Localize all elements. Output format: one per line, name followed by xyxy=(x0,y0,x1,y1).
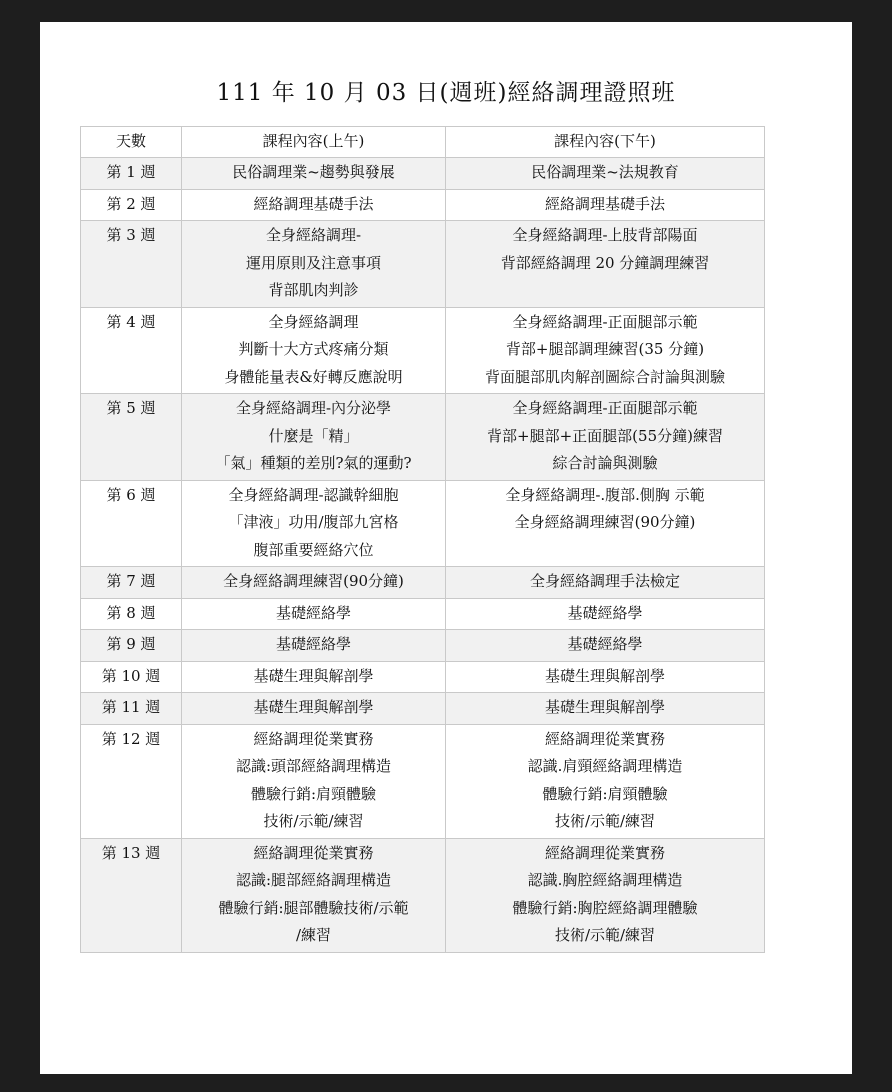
cell-line: 第 13 週 xyxy=(101,843,161,862)
cell-line: 技術/示範/練習 xyxy=(554,926,656,944)
morning-cell xyxy=(182,598,446,630)
table-row xyxy=(81,630,765,662)
cell-line: 全身經絡調理手法檢定 xyxy=(529,572,680,590)
day-cell xyxy=(81,661,182,693)
cell-line: 基礎生理與解剖學 xyxy=(544,666,665,685)
cell-line: 體驗行銷:肩頸體驗 xyxy=(542,784,668,803)
day-cell xyxy=(81,307,182,394)
cell-line: 基礎生理與解剖學 xyxy=(544,698,665,716)
day-cell xyxy=(81,838,182,952)
page-title: 111 年 10 月 03 日(週班)經絡調理證照班 xyxy=(216,80,676,106)
afternoon-cell xyxy=(446,567,765,599)
cell-line: 背部經絡調理 20 分鐘調理練習 xyxy=(500,253,710,272)
afternoon-cell xyxy=(446,598,765,630)
morning-cell xyxy=(182,221,446,308)
afternoon-cell xyxy=(446,661,765,693)
cell-line: 認識.肩頸經絡調理構造 xyxy=(527,757,683,775)
table-row xyxy=(81,661,765,693)
table-row xyxy=(81,480,765,567)
cell-line: 第 12 週 xyxy=(101,729,161,748)
cell-line: 技術/示範/練習 xyxy=(554,812,656,830)
table-header-row xyxy=(81,127,765,158)
afternoon-cell xyxy=(446,693,765,725)
afternoon-cell xyxy=(446,394,765,481)
table-row xyxy=(81,158,765,190)
cell-line: 全身經絡調理-.腹部.側胸 示範 xyxy=(505,485,705,504)
cell-line: 全身經絡調理-認識幹細胞 xyxy=(228,485,399,504)
afternoon-cell xyxy=(446,838,765,952)
day-cell xyxy=(81,598,182,630)
table-row xyxy=(81,221,765,308)
cell-line: 基礎生理與解剖學 xyxy=(253,698,374,716)
morning-cell xyxy=(182,724,446,838)
morning-cell xyxy=(182,630,446,662)
cell-line: 第 11 週 xyxy=(101,698,161,716)
morning-cell xyxy=(182,394,446,481)
cell-line: 第 5 週 xyxy=(106,399,156,417)
cell-line: 第 3 週 xyxy=(106,226,156,244)
cell-line: 第 6 週 xyxy=(106,485,156,504)
cell-line: 認識:頭部經絡調理構造 xyxy=(235,757,392,775)
cell-line: 體驗行銷:腿部體驗技術/示範 xyxy=(218,898,409,917)
table-row xyxy=(81,724,765,838)
cell-line: 全身經絡調理練習(90分鐘) xyxy=(223,572,404,590)
day-cell xyxy=(81,693,182,725)
day-cell xyxy=(81,221,182,308)
morning-cell xyxy=(182,693,446,725)
cell-line: 第 10 週 xyxy=(101,666,161,685)
afternoon-cell xyxy=(446,221,765,308)
schedule-table xyxy=(80,126,765,953)
morning-cell xyxy=(182,189,446,221)
cell-line: 全身經絡調理-正面腿部示範 xyxy=(512,312,698,331)
afternoon-cell xyxy=(446,630,765,662)
cell-line: 身體能量表&好轉反應說明 xyxy=(224,367,403,386)
morning-cell xyxy=(182,838,446,952)
table-body xyxy=(81,158,765,953)
cell-line: 體驗行銷:胸腔經絡調理體驗 xyxy=(512,898,698,917)
afternoon-cell xyxy=(446,724,765,838)
cell-line: 民俗調理業~趨勢與發展 xyxy=(232,163,395,181)
table-row xyxy=(81,598,765,630)
header-afternoon: 課程內容(下午) xyxy=(446,127,765,158)
cell-line: 經絡調理基礎手法 xyxy=(544,194,665,213)
morning-cell xyxy=(182,307,446,394)
day-cell xyxy=(81,158,182,190)
table-row xyxy=(81,693,765,725)
cell-line: 第 9 週 xyxy=(106,635,156,653)
afternoon-cell xyxy=(446,480,765,567)
table-row xyxy=(81,567,765,599)
cell-line: 基礎生理與解剖學 xyxy=(253,666,374,685)
cell-line: 第 7 週 xyxy=(106,572,156,590)
cell-line: 全身經絡調理-正面腿部示範 xyxy=(512,399,698,417)
day-cell xyxy=(81,567,182,599)
day-cell xyxy=(81,480,182,567)
cell-line: 技術/示範/練習 xyxy=(263,812,364,830)
cell-line: 全身經絡調理練習(90分鐘) xyxy=(514,513,696,531)
cell-line: 背部+腿部調理練習(35 分鐘) xyxy=(505,340,705,358)
cell-line: 全身經絡調理 xyxy=(268,312,359,331)
cell-line: 經絡調理基礎手法 xyxy=(253,194,374,213)
table-row xyxy=(81,838,765,952)
cell-line: 民俗調理業~法規教育 xyxy=(531,163,679,181)
header-day: 天數 xyxy=(81,127,182,158)
day-cell xyxy=(81,724,182,838)
cell-line: 第 4 週 xyxy=(106,312,156,331)
afternoon-cell xyxy=(446,158,765,190)
cell-line: 運用原則及注意事項 xyxy=(245,253,381,272)
afternoon-cell xyxy=(446,189,765,221)
cell-line: 經絡調理從業實務 xyxy=(253,729,374,748)
cell-line: 第 1 週 xyxy=(106,163,156,181)
cell-line: 基礎經絡學 xyxy=(567,635,643,653)
cell-line: /練習 xyxy=(295,926,332,944)
cell-line: 「氣」種類的差別?氣的運動? xyxy=(215,454,412,472)
cell-line: 基礎經絡學 xyxy=(567,603,643,622)
cell-line: 背面腿部肌肉解剖圖綜合討論與測驗 xyxy=(484,367,725,386)
cell-line: 背部+腿部+正面腿部(55分鐘)練習 xyxy=(487,426,723,445)
cell-line: 腹部重要經絡穴位 xyxy=(253,540,374,559)
morning-cell xyxy=(182,158,446,190)
cell-line: 綜合討論與測驗 xyxy=(552,454,658,472)
cell-line: 判斷十大方式疼痛分類 xyxy=(238,340,389,358)
day-cell xyxy=(81,189,182,221)
header-morning: 課程內容(上午) xyxy=(182,127,446,158)
cell-line: 基礎經絡學 xyxy=(275,603,351,622)
cell-line: 基礎經絡學 xyxy=(275,635,351,653)
cell-line: 全身經絡調理-上肢背部陽面 xyxy=(512,226,698,244)
cell-line: 什麼是「精」 xyxy=(268,426,359,445)
day-cell xyxy=(81,630,182,662)
document-page xyxy=(40,22,852,1074)
cell-line: 第 8 週 xyxy=(106,603,156,622)
morning-cell xyxy=(182,567,446,599)
cell-line: 第 2 週 xyxy=(106,194,156,213)
cell-line: 認識.胸腔經絡調理構造 xyxy=(527,871,683,889)
table-row xyxy=(81,307,765,394)
day-cell xyxy=(81,394,182,481)
cell-line: 「津液」功用/腹部九宮格 xyxy=(228,513,399,531)
cell-line: 經絡調理從業實務 xyxy=(544,843,665,862)
morning-cell xyxy=(182,480,446,567)
cell-line: 經絡調理從業實務 xyxy=(253,843,374,862)
cell-line: 認識:腿部經絡調理構造 xyxy=(235,871,392,889)
table-row xyxy=(81,394,765,481)
cell-line: 全身經絡調理- xyxy=(265,226,362,244)
table-row xyxy=(81,189,765,221)
cell-line: 體驗行銷:肩頸體驗 xyxy=(250,784,377,803)
afternoon-cell xyxy=(446,307,765,394)
cell-line: 經絡調理從業實務 xyxy=(544,729,665,748)
cell-line: 背部肌肉判診 xyxy=(268,281,359,299)
cell-line: 全身經絡調理-內分泌學 xyxy=(235,399,392,417)
morning-cell xyxy=(182,661,446,693)
